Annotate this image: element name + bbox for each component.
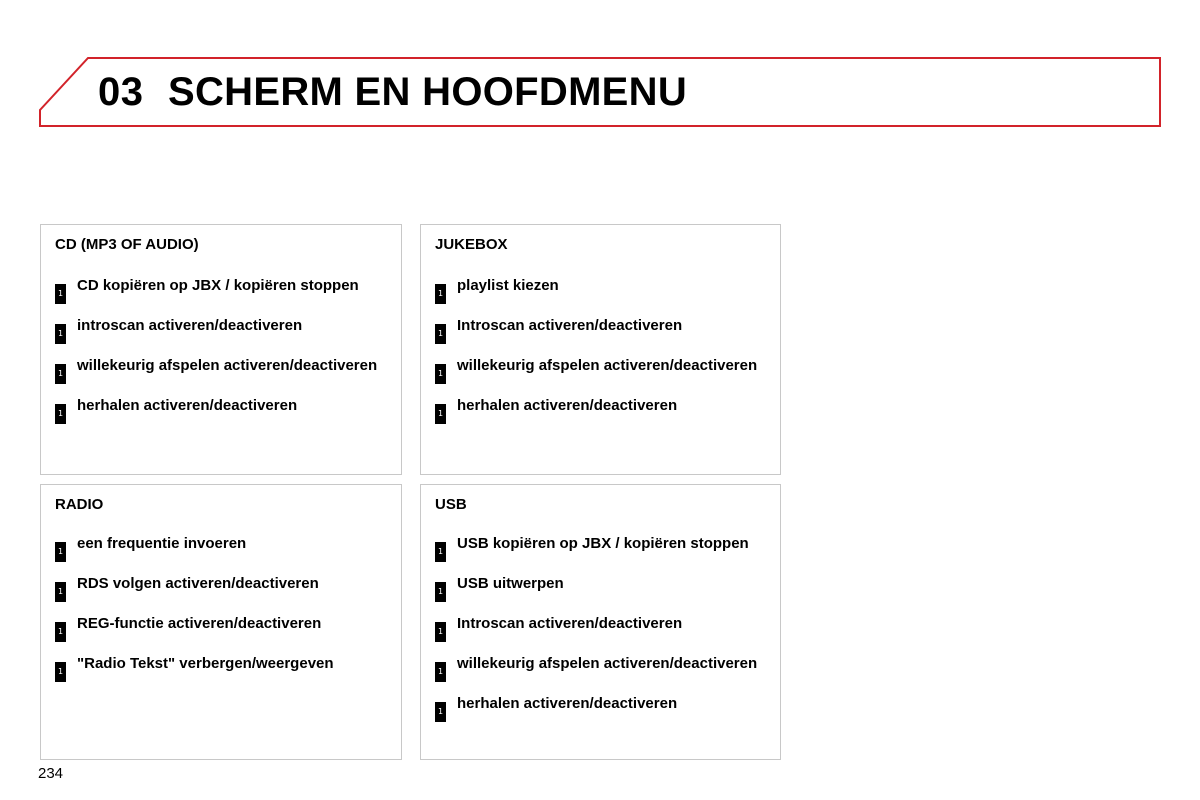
- panel-cd: [40, 224, 402, 475]
- menu-item: [435, 575, 785, 601]
- number-badge: 1: [55, 622, 66, 642]
- menu-item-label: herhalen activeren/deactiveren: [457, 397, 678, 414]
- menu-item-label: RDS volgen activeren/deactiveren: [77, 575, 319, 592]
- menu-item-label: CD kopiëren op JBX / kopiëren stoppen: [77, 277, 359, 294]
- number-badge: 1: [435, 702, 446, 722]
- menu-item-label: "Radio Tekst" verbergen/weergeven: [77, 655, 334, 672]
- menu-item: [55, 357, 405, 383]
- number-badge: 1: [55, 324, 66, 344]
- number-badge: 1: [435, 622, 446, 642]
- menu-item: [435, 317, 785, 343]
- panel-title: JUKEBOX: [435, 236, 508, 253]
- menu-item-label: REG-functie activeren/deactiveren: [77, 615, 322, 632]
- number-badge: 1: [55, 404, 66, 424]
- menu-item: [435, 655, 785, 681]
- number-badge: 1: [55, 662, 66, 682]
- number-badge: 1: [435, 582, 446, 602]
- number-badge: 1: [435, 662, 446, 682]
- number-badge: 1: [55, 582, 66, 602]
- menu-item-label: herhalen activeren/deactiveren: [457, 695, 678, 712]
- menu-item: [435, 357, 785, 383]
- menu-item: [435, 277, 785, 303]
- chapter-title: SCHERM EN HOOFDMENU: [168, 70, 688, 114]
- number-badge: 1: [55, 284, 66, 304]
- menu-item: [55, 615, 405, 641]
- number-badge: 1: [435, 404, 446, 424]
- menu-item: [55, 535, 405, 561]
- page-number: 234: [38, 765, 64, 782]
- number-badge: 1: [435, 284, 446, 304]
- number-badge: 1: [435, 542, 446, 562]
- menu-item: [55, 575, 405, 601]
- menu-item: [55, 397, 405, 423]
- menu-item-label: USB kopiëren op JBX / kopiëren stoppen: [457, 535, 749, 552]
- menu-item: [55, 655, 405, 681]
- menu-item-label: willekeurig afspelen activeren/deactiveren: [77, 357, 378, 374]
- menu-item: [435, 615, 785, 641]
- panel-title: CD (MP3 OF AUDIO): [55, 236, 199, 253]
- menu-item: [55, 317, 405, 343]
- menu-item-label: willekeurig afspelen activeren/deactiveren: [457, 357, 758, 374]
- number-badge: 1: [55, 542, 66, 562]
- menu-item: [435, 397, 785, 423]
- menu-item-label: Introscan activeren/deactiveren: [457, 317, 683, 334]
- menu-item-label: introscan activeren/deactiveren: [77, 317, 303, 334]
- number-badge: 1: [435, 364, 446, 384]
- panel-usb: [420, 484, 781, 760]
- menu-item-label: USB uitwerpen: [457, 575, 564, 592]
- menu-item-label: Introscan activeren/deactiveren: [457, 615, 683, 632]
- chapter-number: 03: [98, 70, 144, 114]
- menu-item: [435, 695, 785, 721]
- menu-item: [55, 277, 405, 303]
- menu-item-label: een frequentie invoeren: [77, 535, 247, 552]
- panel-jukebox: [420, 224, 781, 475]
- menu-item: [435, 535, 785, 561]
- number-badge: 1: [55, 364, 66, 384]
- number-badge: 1: [435, 324, 446, 344]
- menu-item-label: willekeurig afspelen activeren/deactiveren: [457, 655, 758, 672]
- menu-item-label: herhalen activeren/deactiveren: [77, 397, 298, 414]
- menu-item-label: playlist kiezen: [457, 277, 559, 294]
- panel-radio: [40, 484, 402, 760]
- panel-title: RADIO: [55, 496, 104, 513]
- panel-title: USB: [435, 496, 467, 513]
